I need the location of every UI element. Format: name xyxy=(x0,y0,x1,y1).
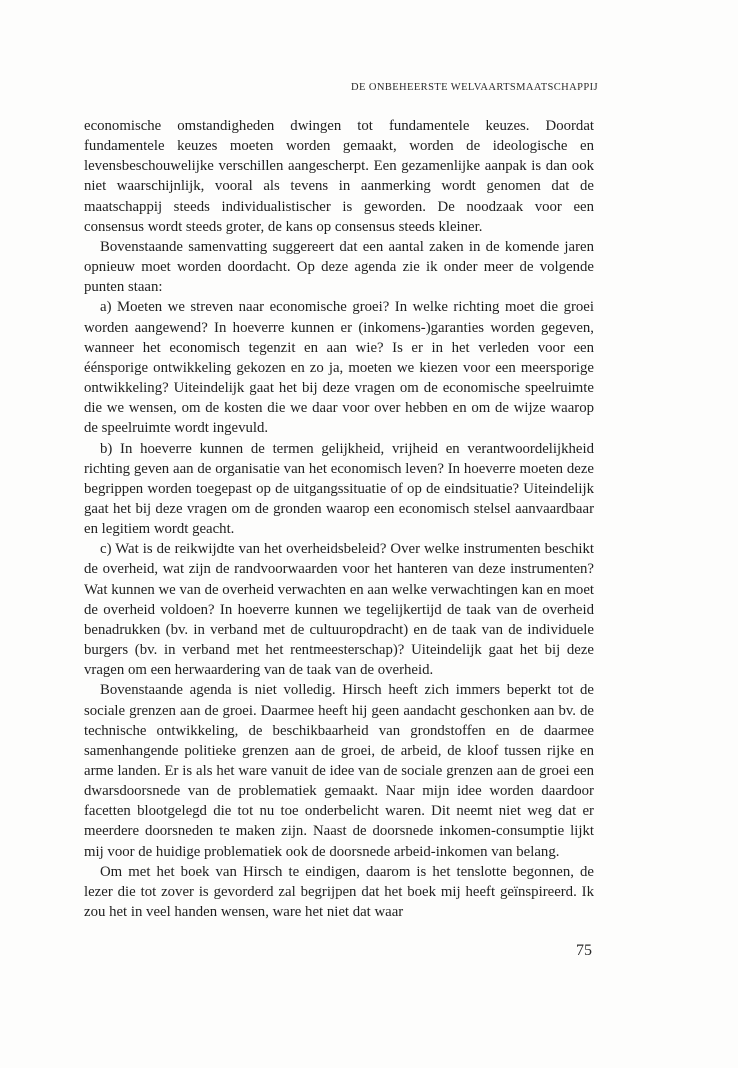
paragraph-point-c: c) Wat is de reikwijdte van het overheidsbeleid? Over welke instrumenten beschikt de overheid, wat zijn de randvoorwaarden voor het hanteren van deze instrumenten? Wat kunnen we van de overheid verwachten en aan welke verwachtingen kan en moet de overheid voldoen? In hoeverre kunnen we tegelijkertijd de taak van de overheid benadrukken (bv. in verband met de cultuuropdracht) en de taak van de individuele burgers (bv. in verband met het rentmeesterschap)? Uiteindelijk gaat het bij deze vragen om een herwaardering van de taak van de overheid. xyxy=(84,541,594,679)
page-number: 75 xyxy=(576,942,592,959)
paragraph-agenda-incomplete: Bovenstaande agenda is niet volledig. Hirsch heeft zich immers beperkt tot de sociale grenzen aan de groei. Daarmee heeft hij geen aandacht geschonken aan bv. de technische ontwikkeling, de beschikbaarheid van grondstoffen en de daarmee samenhangende politieke grenzen aan de groei, de arbeid, de kloof tussen rijke en arme landen. Er is als het ware vanuit de idee van de sociale grenzen aan de groei een dwarsdoorsnede van de problematiek gemaakt. Naar mijn idee worden daardoor facetten blootgelegd die tot nu toe onderbelicht waren. Dit neemt niet weg dat er meerdere doorsneden te maken zijn. Naast de doorsnede inkomen-consumptie lijkt mij voor de huidige problematiek ook de doorsnede arbeid-inkomen van belang. xyxy=(84,682,594,860)
paragraph-point-a: a) Moeten we streven naar economische groei? In welke richting moet die groei worden aangewend? In hoeverre kunnen er (inkomens-)garanties worden gegeven, wanneer het economisch tegenzit en aan wie? Is er in het verleden voor een éénsporige ontwikkeling gekozen en zo ja, moeten we kiezen voor een meersporige ontwikkeling? Uiteindelijk gaat het bij deze vragen om de economische speelruimte die we wensen, om de kosten die we daar voor over hebben en om de wijze waarop de speelruimte wordt ingevuld. xyxy=(84,299,594,437)
paragraph-point-b: b) In hoeverre kunnen de termen gelijkheid, vrijheid en verantwoordelijkheid richting geven aan de organisatie van het economisch leven? In hoeverre moeten deze begrippen worden toegepast op de uitgangssituatie of op de eindsituatie? Uiteindelijk gaat het bij deze vragen om de gronden waarop een economisch stelsel aanvaardbaar en legitiem wordt geacht. xyxy=(84,440,594,538)
paragraph-closing: Om met het boek van Hirsch te eindigen, daarom is het tenslotte begonnen, de lezer die tot zover is gevorderd zal begrijpen dat het boek mij heeft geïnspireerd. Ik zou het in veel handen wensen, ware het niet dat waar xyxy=(84,863,594,921)
running-header: DE ONBEHEERSTE WELVAARTSMAATSCHAPPIJ xyxy=(351,82,598,93)
paragraph-agenda-intro: Bovenstaande samenvatting suggereert dat een aantal zaken in de komende jaren opnieuw moet worden doordacht. Op deze agenda zie ik onder meer de volgende punten staan: xyxy=(84,238,594,296)
paragraph-continuation: economische omstandigheden dwingen tot fundamentele keuzes. Doordat fundamentele keuzes moeten worden gemaakt, worden de ideologische en levensbeschouwelijke verschillen aangescherpt. Een gezamenlijke aanpak is dan ook niet waarschijnlijk, vooral als tevens in aanmerking wordt genomen dat de maatschappij steeds individualistischer is geworden. De noodzaak voor een consensus wordt steeds groter, de kans op consensus steeds kleiner. xyxy=(84,118,594,235)
body-text xyxy=(84,116,594,922)
